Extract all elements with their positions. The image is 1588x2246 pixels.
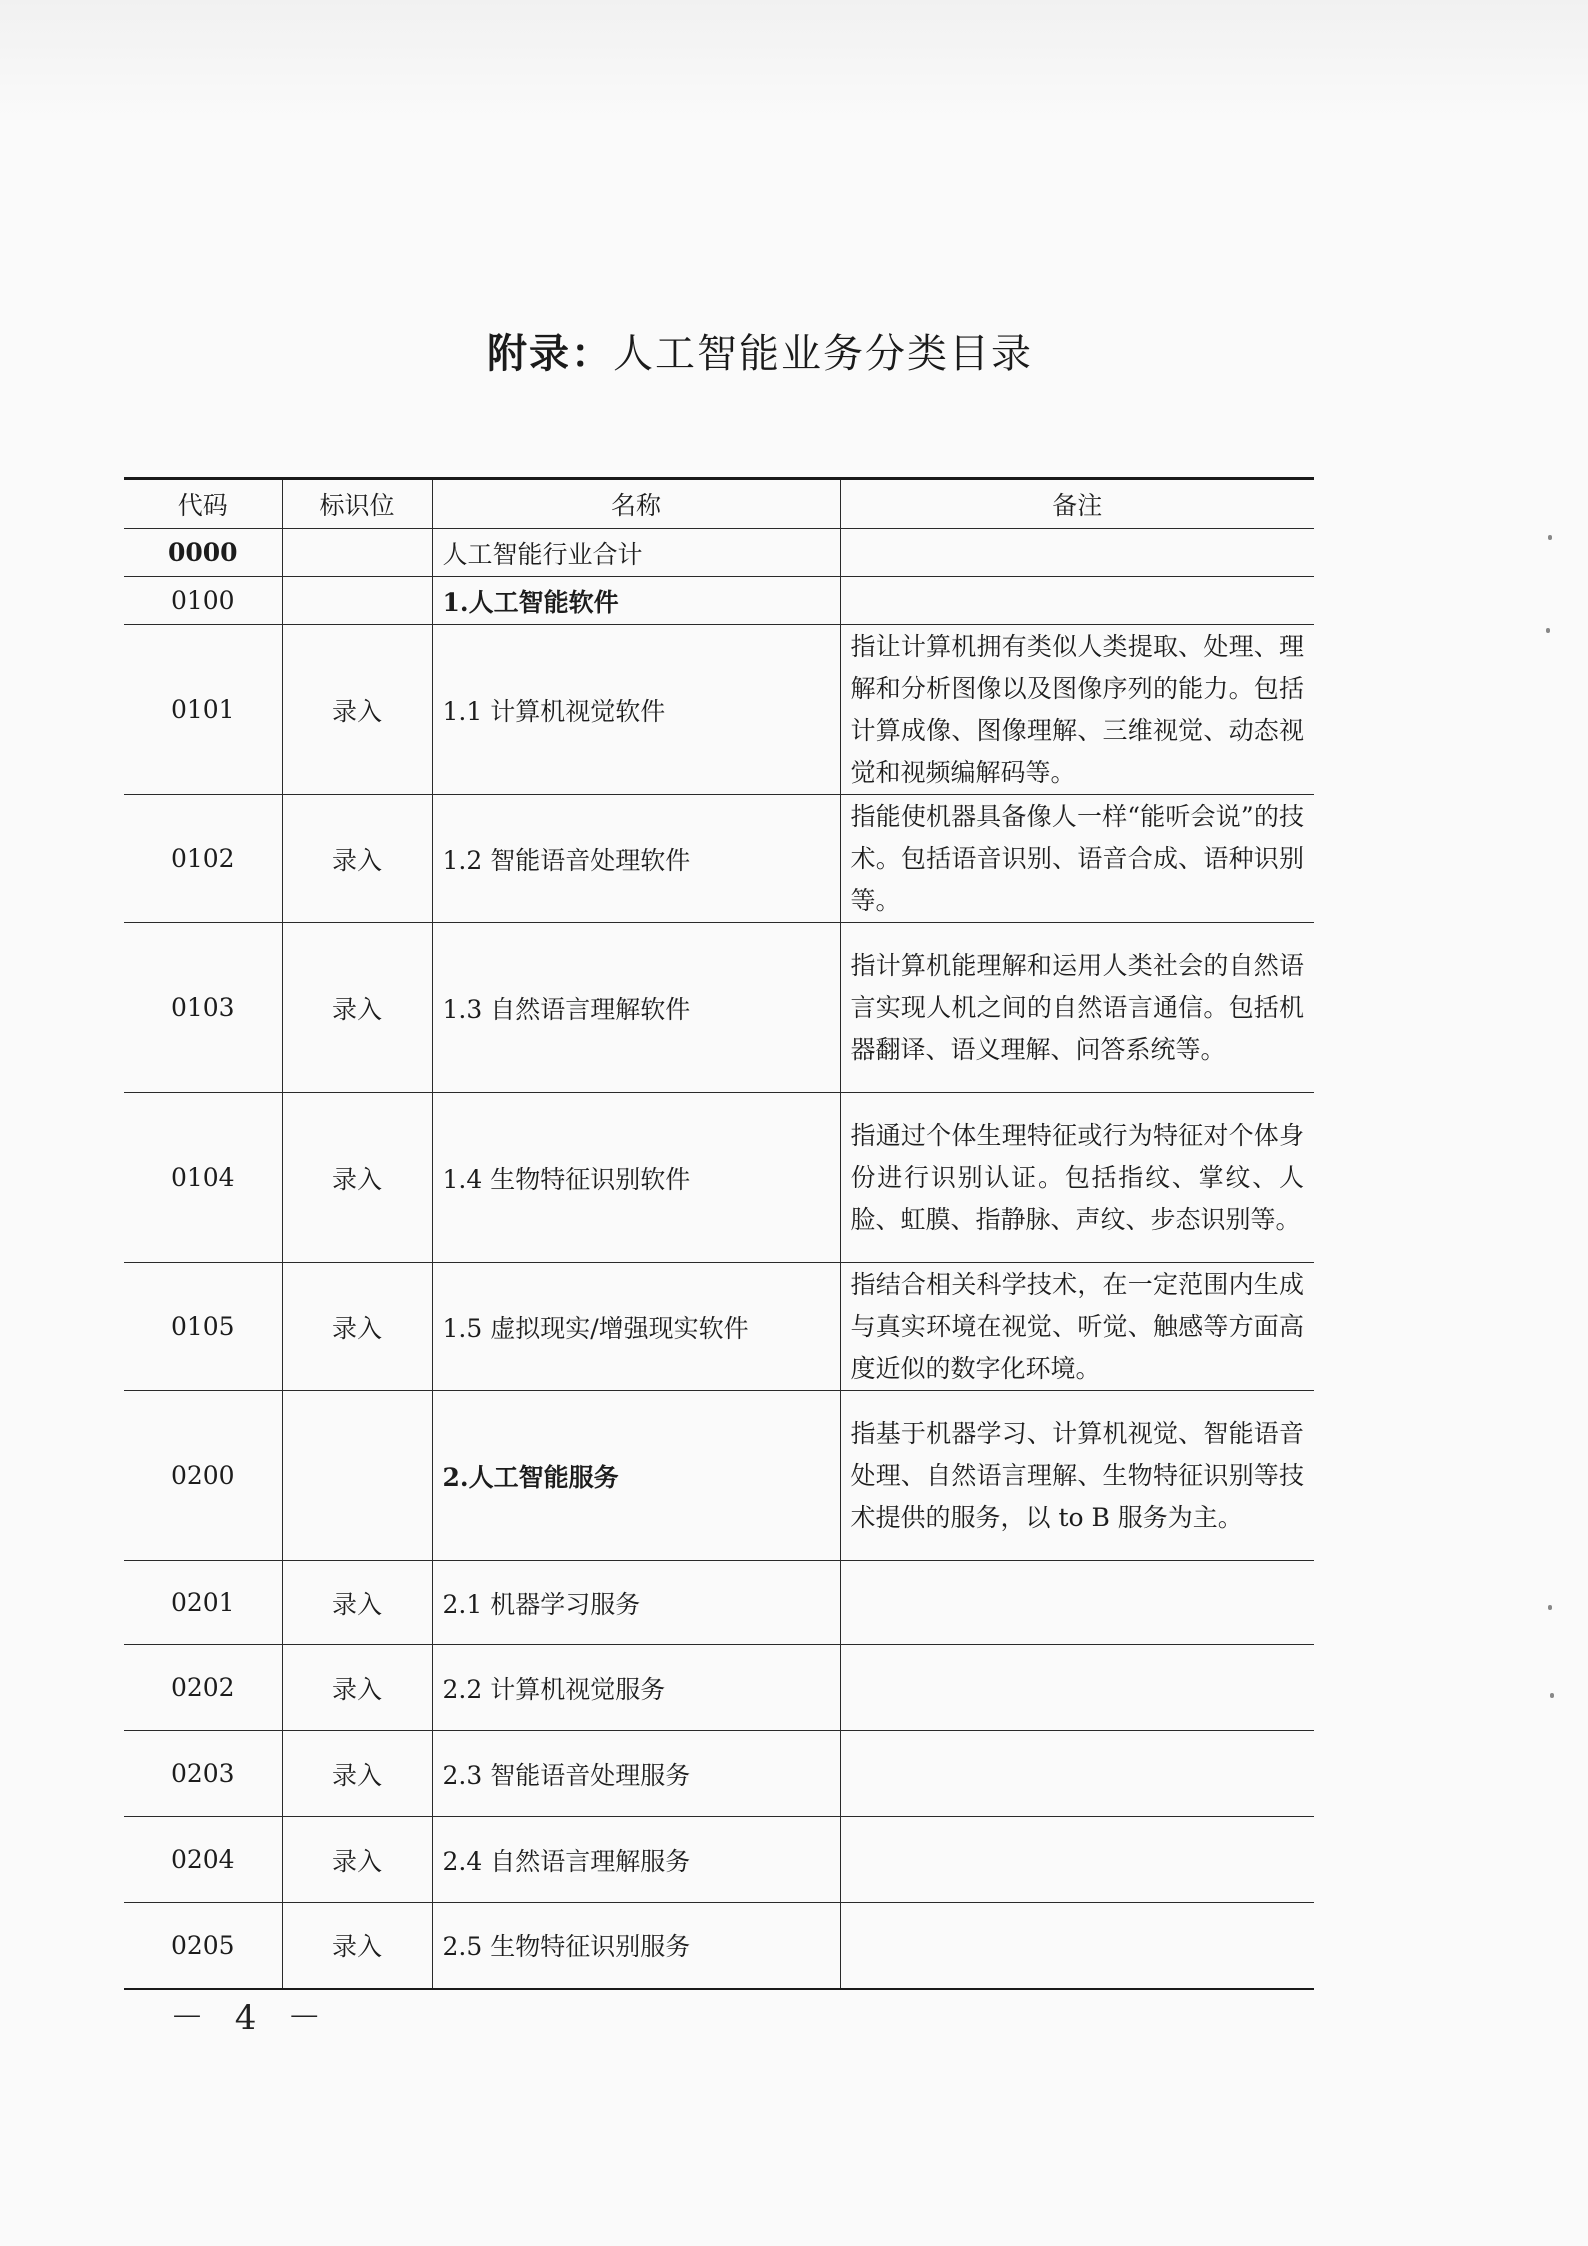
row-note: [840, 1561, 1314, 1645]
scan-speck: [1548, 1605, 1552, 1610]
row-note: [840, 1903, 1314, 1989]
row-name: 2.3 智能语音处理服务: [432, 1731, 840, 1817]
row-mark: [282, 577, 432, 625]
row-code: 0203: [124, 1731, 282, 1817]
table-row: [124, 1903, 1314, 1989]
row-code: 0000: [124, 529, 282, 577]
row-note: [840, 1645, 1314, 1731]
table-row: [124, 1731, 1314, 1817]
header-mark: 标识位: [282, 479, 432, 529]
table-row: [124, 529, 1314, 577]
row-name: 1.4 生物特征识别软件: [432, 1093, 840, 1263]
row-note: 指结合相关科学技术，在一定范围内生成与真实环境在视觉、听觉、触感等方面高度近似的数字化环境。: [840, 1263, 1314, 1391]
table-row: [124, 1391, 1314, 1561]
table-row: [124, 1093, 1314, 1263]
row-mark: 录入: [282, 795, 432, 923]
row-mark: 录入: [282, 1263, 432, 1391]
row-name: 2.5 生物特征识别服务: [432, 1903, 840, 1989]
scan-speck: [1550, 1693, 1554, 1698]
row-code: 0105: [124, 1263, 282, 1391]
row-code: 0101: [124, 625, 282, 795]
table-row: [124, 1817, 1314, 1903]
table-row: [124, 795, 1314, 923]
row-name: 2.1 机器学习服务: [432, 1561, 840, 1645]
ai-business-catalog-table: [124, 477, 1314, 1990]
row-mark: [282, 529, 432, 577]
row-note: [840, 1731, 1314, 1817]
row-name: 1.3 自然语言理解软件: [432, 923, 840, 1093]
row-name: 1.2 智能语音处理软件: [432, 795, 840, 923]
row-note: [840, 577, 1314, 625]
row-code: 0103: [124, 923, 282, 1093]
row-name: 2.人工智能服务: [432, 1391, 840, 1561]
row-mark: 录入: [282, 1093, 432, 1263]
row-code: 0204: [124, 1817, 282, 1903]
scan-shadow: [0, 0, 1588, 120]
row-note: 指让计算机拥有类似人类提取、处理、理解和分析图像以及图像序列的能力。包括计算成像、图像理解、三维视觉、动态视觉和视频编解码等。: [840, 625, 1314, 795]
table-row: [124, 577, 1314, 625]
row-name: 1.人工智能软件: [432, 577, 840, 625]
row-code: 0104: [124, 1093, 282, 1263]
table-row: [124, 1561, 1314, 1645]
row-mark: 录入: [282, 1561, 432, 1645]
row-name: 1.5 虚拟现实/增强现实软件: [432, 1263, 840, 1391]
scan-speck: [1546, 628, 1550, 633]
table-header-row: [124, 479, 1314, 529]
row-note: [840, 529, 1314, 577]
page-title: [0, 322, 1520, 379]
row-code: 0100: [124, 577, 282, 625]
row-code: 0201: [124, 1561, 282, 1645]
row-mark: 录入: [282, 1731, 432, 1817]
table-row: [124, 1645, 1314, 1731]
row-note: 指通过个体生理特征或行为特征对个体身份进行识别认证。包括指纹、掌纹、人脸、虹膜、指静脉、声纹、步态识别等。: [840, 1093, 1314, 1263]
header-note: 备注: [840, 479, 1314, 529]
row-mark: 录入: [282, 1903, 432, 1989]
row-name: 2.2 计算机视觉服务: [432, 1645, 840, 1731]
row-mark: 录入: [282, 1817, 432, 1903]
row-mark: 录入: [282, 625, 432, 795]
table-row: [124, 625, 1314, 795]
table-row: [124, 1263, 1314, 1391]
header-name: 名称: [432, 479, 840, 529]
row-code: 0102: [124, 795, 282, 923]
header-code: 代码: [124, 479, 282, 529]
scan-speck: [1548, 535, 1552, 540]
title-lead: 附录：: [487, 331, 613, 377]
row-note: 指能使机器具备像人一样“能听会说”的技术。包括语音识别、语音合成、语种识别等。: [840, 795, 1314, 923]
row-name: 1.1 计算机视觉软件: [432, 625, 840, 795]
row-note: [840, 1817, 1314, 1903]
row-note: 指计算机能理解和运用人类社会的自然语言实现人机之间的自然语言通信。包括机器翻译、语义理解、问答系统等。: [840, 923, 1314, 1093]
row-code: 0202: [124, 1645, 282, 1731]
page-number: － 4 －: [170, 1998, 332, 2038]
row-name: 2.4 自然语言理解服务: [432, 1817, 840, 1903]
row-code: 0205: [124, 1903, 282, 1989]
table-row: [124, 923, 1314, 1093]
row-name: 人工智能行业合计: [432, 529, 840, 577]
title-text: 人工智能业务分类目录: [613, 331, 1033, 377]
row-mark: [282, 1391, 432, 1561]
row-note: 指基于机器学习、计算机视觉、智能语音处理、自然语言理解、生物特征识别等技术提供的服务，以 to B 服务为主。: [840, 1391, 1314, 1561]
row-code: 0200: [124, 1391, 282, 1561]
row-mark: 录入: [282, 1645, 432, 1731]
row-mark: 录入: [282, 923, 432, 1093]
